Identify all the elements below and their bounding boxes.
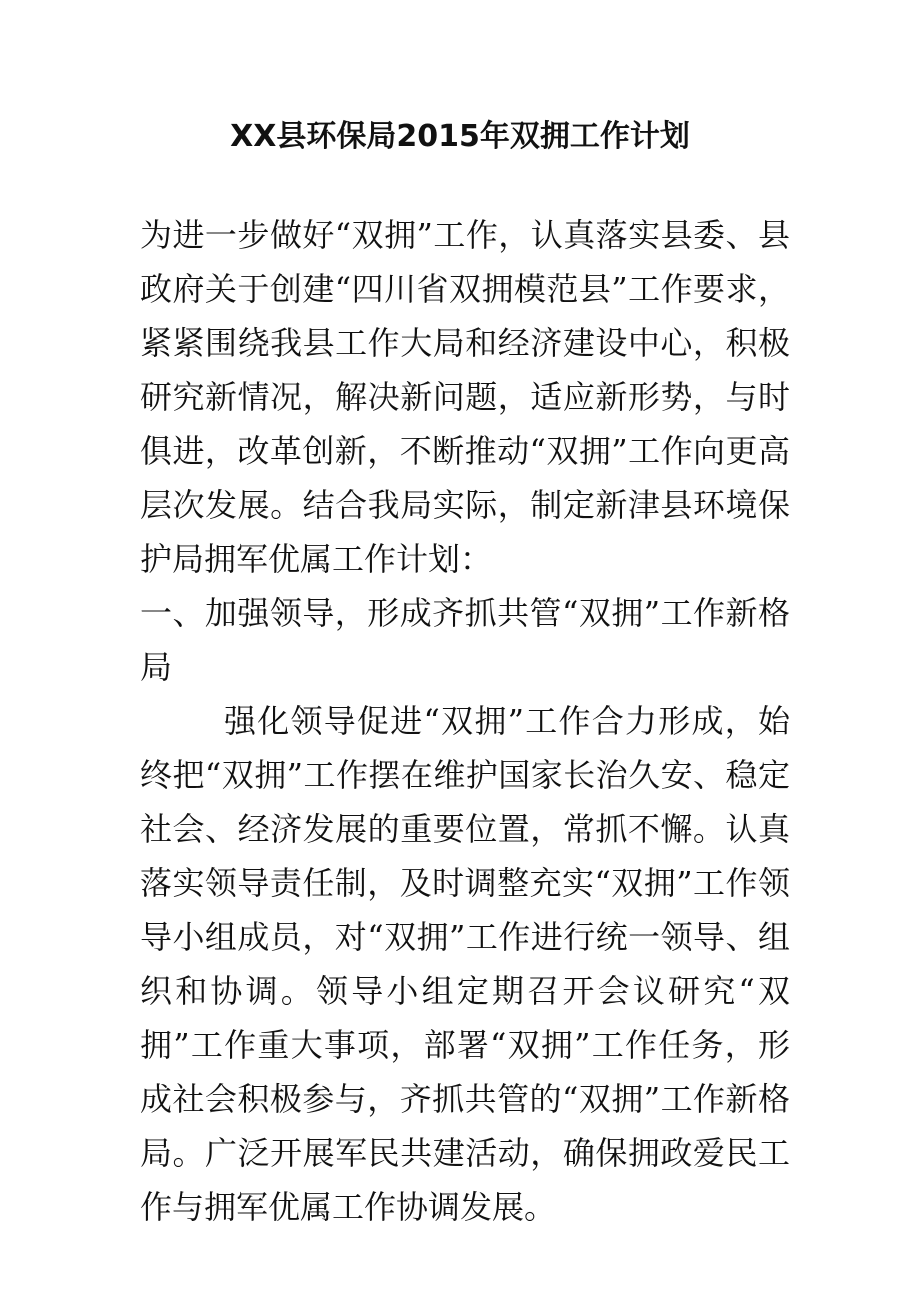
document-title: XX县环保局2015年双拥工作计划 [230, 119, 690, 154]
document-body [140, 208, 790, 1234]
intro-paragraph: 为进一步做好“双拥”工作，认真落实县委、县政府关于创建“四川省双拥模范县”工作要求，紧紧围绕我县工作大局和经济建设中心，积极研究新情况，解决新问题，适应新形势，与时俱进，改革创新，不断推动“双拥”工作向更高层次发展。结合我局实际，制定新津县环境保护局拥军优属工作计划： [140, 216, 790, 578]
section-heading-1: 一、加强领导，形成齐抓共管“双拥”工作新格局 [140, 594, 790, 686]
section-1-paragraph: 强化领导促进“双拥”工作合力形成，始终把“双拥”工作摆在维护国家长治久安、稳定社会、经济发展的重要位置，常抓不懈。认真落实领导责任制，及时调整充实“双拥”工作领导小组成员，对“双拥”工作进行统一领导、组织和协调。领导小组定期召开会议研究“双拥”工作重大事项，部署“双拥”工作任务，形成社会积极参与，齐抓共管的“双拥”工作新格局。广泛开展军民共建活动，确保拥政爱民工作与拥军优属工作协调发展。 [140, 702, 790, 1226]
